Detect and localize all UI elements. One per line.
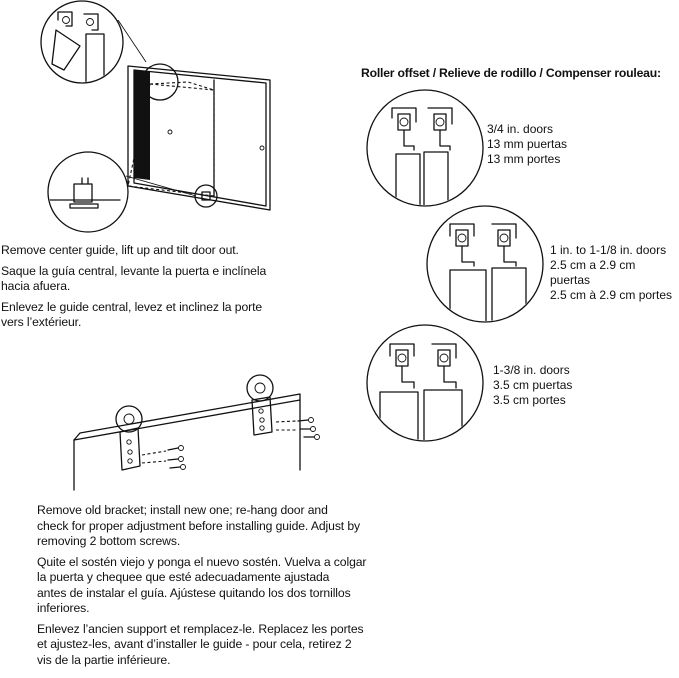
roller-offset-label-1-1-8: 1 in. to 1-1/8 in. doors 2.5 cm a 2.9 cm puertas 2.5 cm à 2.9 cm portes bbox=[550, 243, 673, 302]
roller-offset-heading: Roller offset / Relieve de rodillo / Compenser rouleau: bbox=[361, 66, 661, 80]
roller-offset-detail-icon bbox=[367, 90, 483, 210]
roller-offset-detail-icon bbox=[367, 325, 483, 450]
roller-offset-label-3-4: 3/4 in. doors 13 mm puertas 13 mm portes bbox=[487, 122, 568, 166]
step-2-french: Enlevez l’ancien support et remplacez-le. Replacez les portes et ajustez-les, avant d’installer le guide - pour cela, retirez 2 vis de la partie inférieure. bbox=[37, 621, 364, 667]
step-1-spanish: Saque la guía central, levante la puerta e inclínela hacia afuera. bbox=[1, 263, 267, 293]
step-2-spanish: Quite el sostén viejo y ponga el nuevo sostén. Vuelva a colgar la puerta y chequee que esté adecuadamente ajustada antes de instalar el guía. Ajústese quitando los dos tornillos inferiores. bbox=[37, 554, 367, 615]
roller-offset-detail-icon bbox=[427, 206, 543, 330]
step-2-english: Remove old bracket; install new one; re-hang door and check for proper adjustment before installing guide. Adjust by removing 2 bottom screws. bbox=[37, 503, 361, 548]
step-1-instructions bbox=[1, 243, 301, 336]
roller-offset-label-1-3-8: 1-3/8 in. doors 3.5 cm puertas 3.5 cm portes bbox=[493, 363, 573, 407]
step-1-french: Enlevez le guide central, levez et inclinez la porte vers l’extérieur. bbox=[1, 299, 263, 329]
step-1-english: Remove center guide, lift up and tilt door out. bbox=[1, 243, 239, 257]
step-2-instructions bbox=[37, 503, 367, 673]
